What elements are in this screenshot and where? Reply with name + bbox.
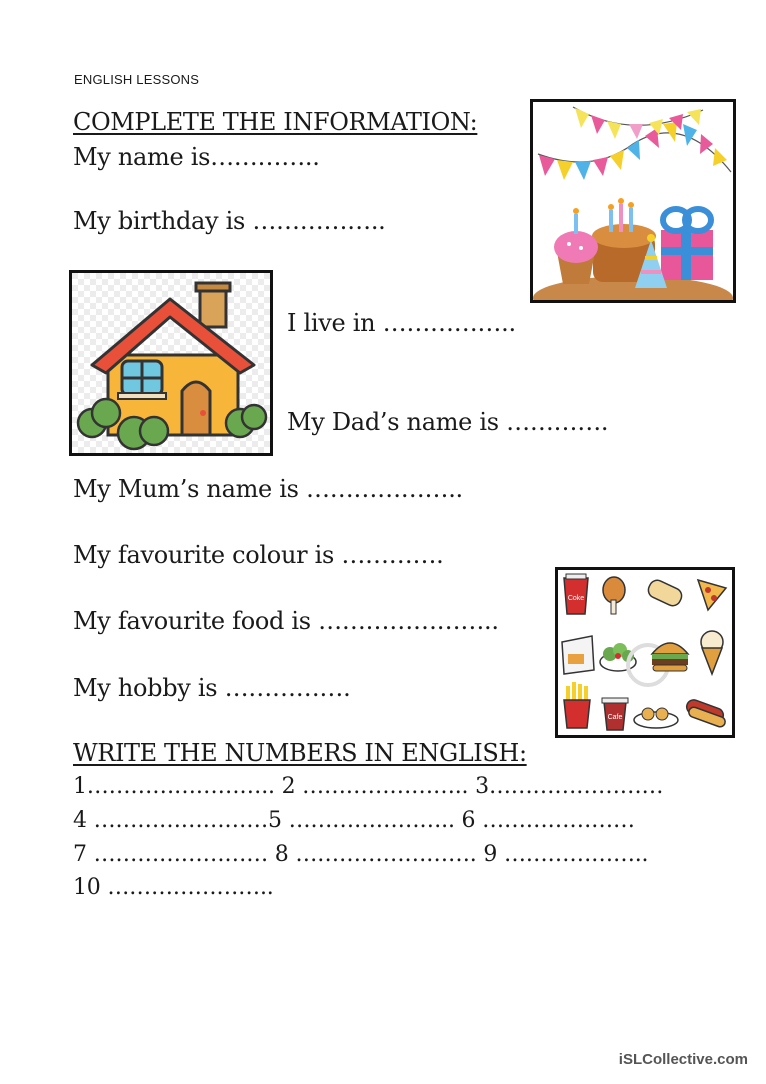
live-line: I live in ……………..	[287, 309, 516, 337]
numbers-row-3: 7 …………………… 8 ……………………. 9 ………………..	[73, 842, 649, 867]
numbers-row-1: 1…………………….. 2 ………………….. 3……………………	[73, 774, 664, 799]
section-heading-numbers: WRITE THE NUMBERS IN ENGLISH:	[73, 739, 527, 767]
cafe-label: Cafe	[607, 714, 623, 721]
section-heading-information: COMPLETE THE INFORMATION:	[73, 108, 478, 136]
lesson-label: ENGLISH LESSONS	[74, 72, 200, 87]
coke-label: Coke	[567, 595, 585, 602]
colour-line: My favourite colour is ………….	[73, 541, 444, 569]
watermark: iSLCollective.com	[618, 1051, 748, 1068]
house-image	[69, 270, 273, 456]
hobby-line: My hobby is …………….	[73, 674, 351, 702]
house-illustration-icon	[72, 273, 270, 453]
numbers-row-2: 4 ……………………5 ………………….. 6 …………………	[73, 808, 635, 833]
numbers-row-4: 10 …………………..	[73, 875, 274, 900]
party-illustration-icon	[533, 102, 733, 300]
party-image	[530, 99, 736, 303]
food-illustration-icon	[558, 570, 732, 735]
mum-line: My Mum’s name is ………………..	[73, 475, 463, 503]
dad-line: My Dad’s name is ………….	[287, 408, 609, 436]
food-image	[555, 567, 735, 738]
food-line: My favourite food is …………………..	[73, 607, 499, 635]
name-line: My name is…………..	[73, 143, 320, 171]
birthday-line: My birthday is ……………..	[73, 207, 386, 235]
